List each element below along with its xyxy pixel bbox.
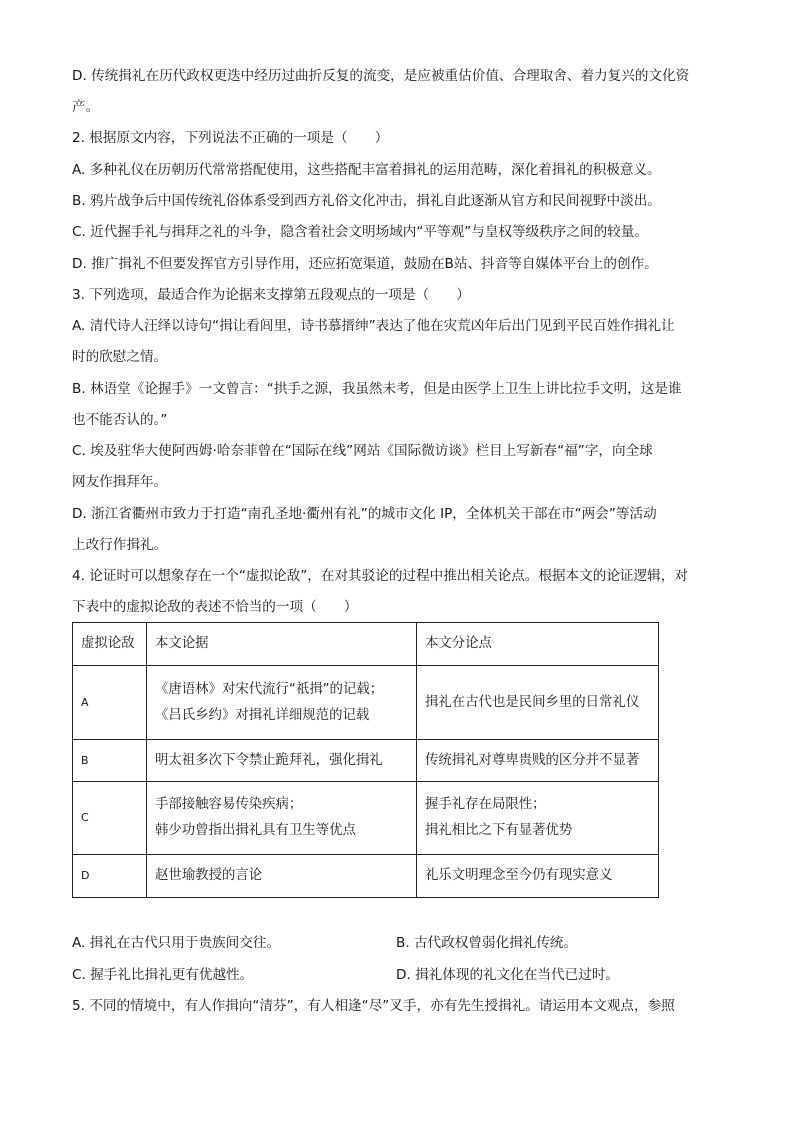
q4-option-a: A. 揖礼在古代只用于贵族间交往。: [72, 935, 281, 951]
q3-option-a-line1: A. 清代诗人汪绎以诗句“揖让看闾里，诗书慕搢绅”表达了他在灾荒凶年后出门见到平民百姓作揖礼让: [72, 318, 675, 334]
table-cell-point: [417, 666, 659, 740]
point-line: 礼乐文明理念至今仍有现实意义: [425, 868, 613, 883]
q1-option-d-line2: 产。: [72, 99, 100, 115]
evidence-line: 《唐语林》对宋代流行“祇揖”的记载；: [155, 681, 384, 697]
q2-option-c: C. 近代握手礼与揖拜之礼的斗争，隐含着社会文明场域内“平等观”与皇权等级秩序之间的较量。: [72, 224, 648, 240]
table-row-label: B: [73, 740, 147, 782]
q4-option-b: B. 古代政权曾弱化揖礼传统。: [396, 935, 578, 951]
q3-option-b-line1: B. 林语堂《论握手》一文曾言：“拱手之源，我虽然未考，但是由医学上卫生上讲比拉手文明，这是谁: [72, 381, 682, 397]
q3-option-c-line2: 网友作揖拜年。: [72, 474, 168, 490]
table-row: [73, 782, 659, 855]
table-cell-evidence: [147, 782, 417, 855]
evidence-line: 赵世瑜教授的言论: [155, 868, 263, 883]
table-cell-evidence: [147, 666, 417, 740]
point-line: 揖礼在古代也是民间乡里的日常礼仪: [425, 694, 640, 710]
table-cell-point: [417, 740, 659, 782]
q3-option-c-line1: C. 埃及驻华大使阿西姆·哈奈菲曾在“国际在线”网站《国际微访谈》栏目上写新春“福”字，向全球: [72, 443, 653, 459]
q4-option-c: C. 握手礼比揖礼更有优越性。: [72, 967, 254, 983]
table-header-row: [73, 623, 659, 666]
point-line: 传统揖礼对尊卑贵贱的区分并不显著: [425, 752, 640, 768]
evidence-line: 韩少功曾指出揖礼具有卫生等优点: [155, 823, 356, 838]
table-cell-point: [417, 782, 659, 855]
table-cell-evidence: [147, 855, 417, 898]
table-row-label: C: [73, 782, 147, 855]
q5-stem: 5. 不同的情境中，有人作揖向“清芬”，有人相逢“尽”叉手，亦有先生授揖礼。请运用本文观点，参照: [72, 998, 675, 1014]
q4-option-d: D. 揖礼体现的礼文化在当代已过时。: [396, 967, 620, 983]
q3-option-b-line2: 也不能否认的。”: [72, 412, 168, 428]
q1-option-d-line1: D. 传统揖礼在历代政权更迭中经历过曲折反复的流变，是应被重估价值、合理取舍、着力复兴的文化资: [72, 68, 690, 84]
point-line: 握手礼存在局限性；: [425, 797, 546, 812]
q2-option-d: D. 推广揖礼不但要发挥官方引导作用，还应拓宽渠道，鼓励在B站、抖音等自媒体平台上的创作。: [72, 256, 658, 272]
table-row: [73, 666, 659, 740]
point-line: 揖礼相比之下有显著优势: [425, 823, 573, 838]
q4-stem-line1: 4. 论证时可以想象存在一个“虚拟论敌”，在对其驳论的过程中推出相关论点。根据本文的论证逻辑，对: [72, 568, 688, 584]
table-cell-point: [417, 855, 659, 898]
table-header-cell: 本文论据: [147, 623, 417, 666]
table-row: [73, 740, 659, 782]
evidence-line: 《吕氏乡约》对揖礼详细规范的记载: [155, 707, 370, 723]
q3-stem: 3. 下列选项，最适合作为论据来支撑第五段观点的一项是（ ）: [72, 287, 470, 303]
table-row-label: D: [73, 855, 147, 898]
table-row: [73, 855, 659, 898]
table-cell-evidence: [147, 740, 417, 782]
q2-option-a: A. 多种礼仪在历朝历代常常搭配使用，这些搭配丰富着揖礼的运用范畴，深化着揖礼的积极意义。: [72, 162, 661, 178]
evidence-line: 手部接触容易传染疾病；: [155, 797, 303, 812]
q4-stem-line2: 下表中的虚拟论敌的表述不恰当的一项（ ）: [72, 599, 358, 615]
q3-option-d-line1: D. 浙江省衢州市致力于打造“南孔圣地·衢州有礼”的城市文化 IP，全体机关干部在市“两会”等活动: [72, 506, 657, 522]
table-row-label: A: [73, 666, 147, 740]
q3-option-d-line2: 上改行作揖礼。: [72, 537, 168, 553]
table-header-cell: 虚拟论敌: [73, 623, 147, 666]
evidence-line: 明太祖多次下令禁止跪拜礼，强化揖礼: [155, 752, 383, 768]
q3-option-a-line2: 时的欣慰之情。: [72, 349, 168, 365]
q4-table: [72, 622, 659, 898]
q2-option-b: B. 鸦片战争后中国传统礼俗体系受到西方礼俗文化冲击，揖礼自此逐渐从官方和民间视野中淡出。: [72, 193, 661, 209]
q2-stem: 2. 根据原文内容，下列说法不正确的一项是（ ）: [72, 130, 389, 146]
table-header-cell: 本文分论点: [417, 623, 659, 666]
